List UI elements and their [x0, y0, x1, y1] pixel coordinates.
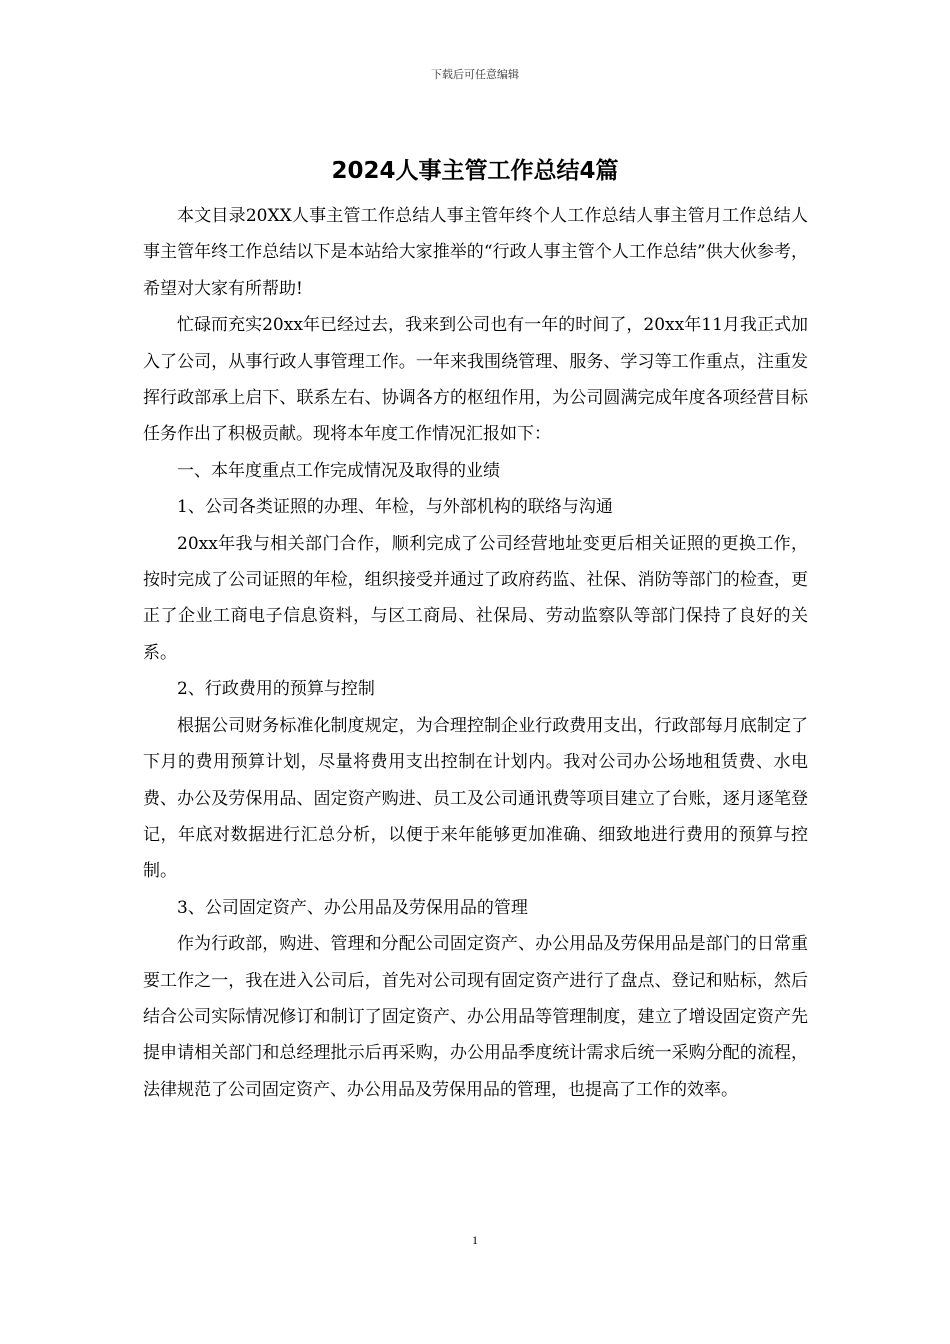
- subsection-heading-1: 1、公司各类证照的办理、年检，与外部机构的联络与沟通: [177, 497, 613, 518]
- subsection-heading-3: 3、公司固定资产、办公用品及劳保用品的管理: [177, 897, 528, 918]
- document-title: 2024人事主管工作总结4篇: [331, 158, 619, 184]
- paragraph-budget: 根据公司财务标准化制度规定，为合理控制企业行政费用支出，行政部每月底制定了下月的费用预算计划，尽量将费用支出控制在计划内。我对公司办公场地租赁费、水电费、办公及劳保用品、固定资产购进、员工及公司通讯费等项目建立了台账，逐月逐笔登记，年底对数据进行汇总分析，以便于来年能够更加准确、细致地进行费用的预算与控制。: [143, 715, 808, 882]
- document-body: [143, 198, 808, 1108]
- page-number: 1: [472, 1233, 478, 1247]
- subsection-heading-2: 2、行政费用的预算与控制: [177, 679, 375, 700]
- paragraph-introduction: 忙碌而充实20xx年已经过去，我来到公司也有一年的时间了，20xx年11月我正式加入了公司，从事行政人事管理工作。一年来我围绕管理、服务、学习等工作重点，注重发挥行政部承上启下、联系左右、协调各方的枢纽作用，为公司圆满完成年度各项经营目标任务作出了积极贡献。现将本年度工作情况汇报如下：: [143, 315, 808, 445]
- paragraph-assets: 作为行政部，购进、管理和分配公司固定资产、办公用品及劳保用品是部门的日常重要工作之一，我在进入公司后，首先对公司现有固定资产进行了盘点、登记和贴标，然后结合公司实际情况修订和制订了固定资产、办公用品等管理制度，建立了增设固定资产先提申请相关部门和总经理批示后再采购，办公用品季度统计需求后统一采购分配的流程，法律规范了公司固定资产、办公用品及劳保用品的管理，也提高了工作的效率。: [143, 934, 808, 1100]
- paragraph-table-of-contents: 本文目录20XX人事主管工作总结人事主管年终个人工作总结人事主管月工作总结人事主管年终工作总结以下是本站给大家推举的“行政人事主管个人工作总结”供大伙参考，希望对大家有所帮助!: [143, 206, 808, 299]
- page-header-note: 下载后可任意编辑: [431, 68, 519, 81]
- section-heading-1: 一、本年度重点工作完成情况及取得的业绩: [177, 460, 500, 481]
- paragraph-licenses: 20xx年我与相关部门合作，顺利完成了公司经营地址变更后相关证照的更换工作，按时完成了公司证照的年检，组织接受并通过了政府药监、社保、消防等部门的检查，更正了企业工商电子信息资料，与区工商局、社保局、劳动监察队等部门保持了良好的关系。: [143, 533, 808, 663]
